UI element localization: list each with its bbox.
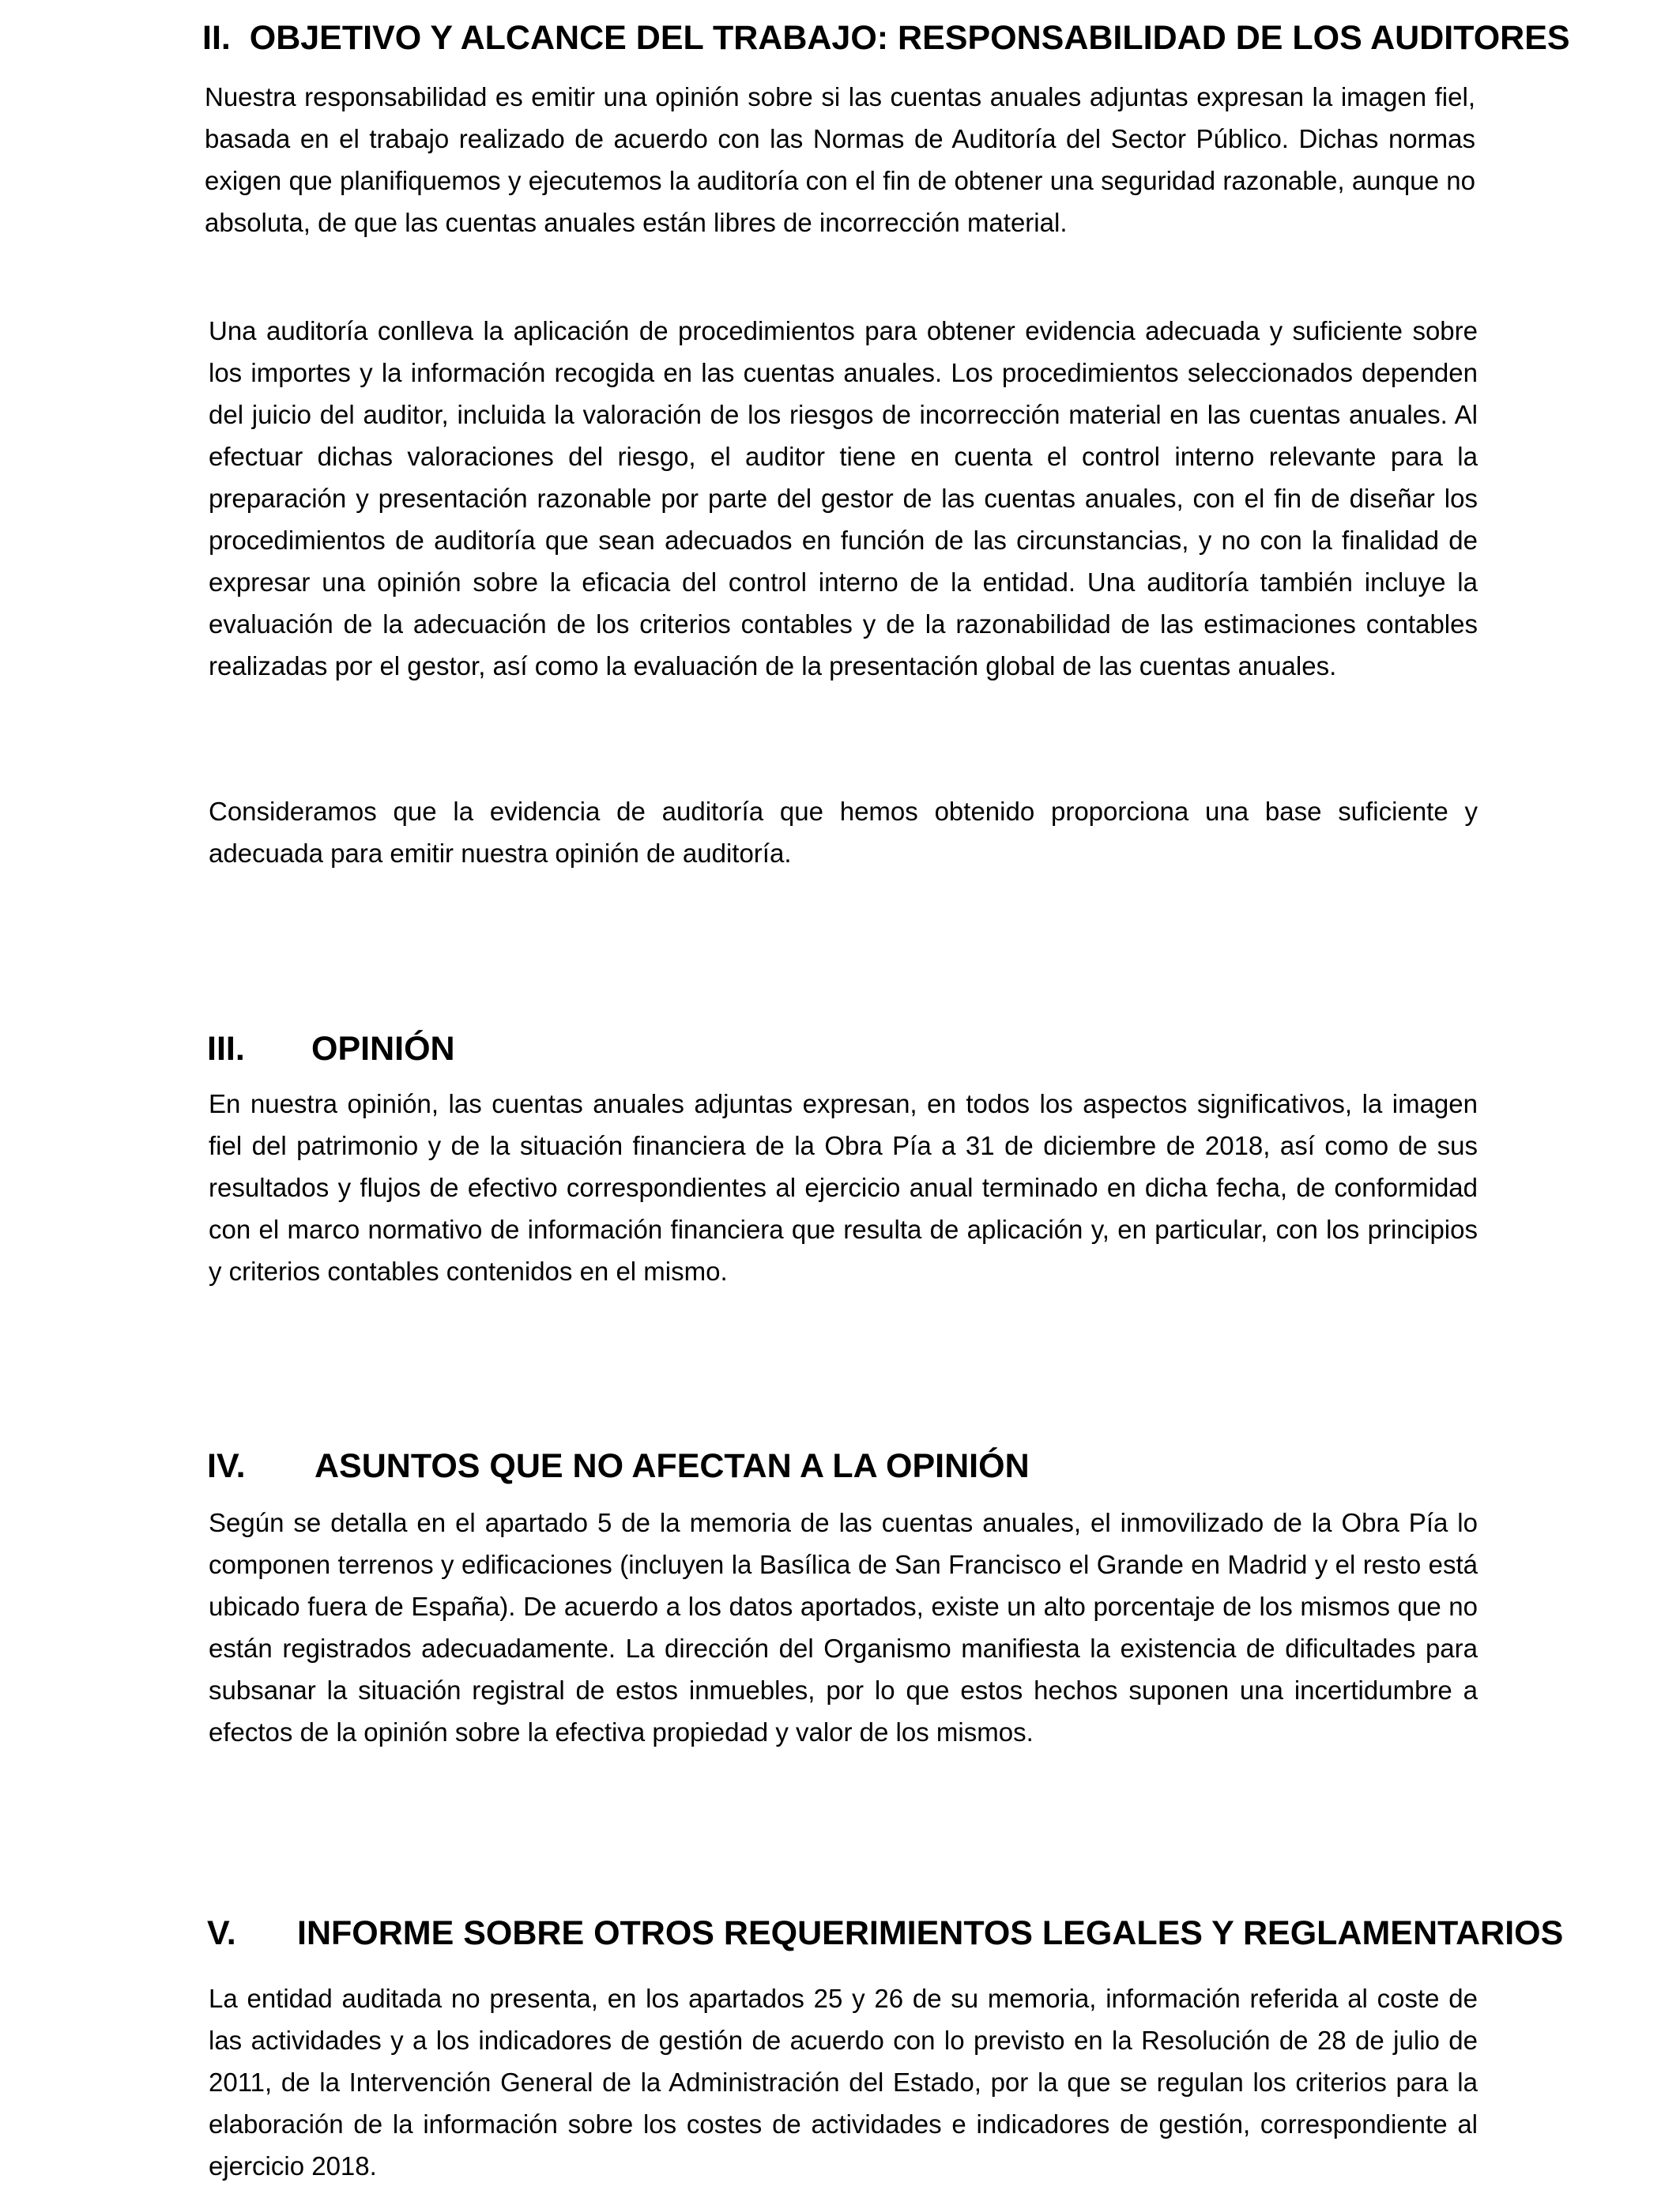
section-iii-number: III. — [207, 1030, 245, 1068]
section-iii-paragraph-1: En nuestra opinión, las cuentas anuales adjuntas expresan, en todos los aspectos significativos, la imagen fiel del patrimonio y de la situación financiera de la Obra Pía a 31 de diciembre de 2018, así como de sus resultados y flujos de efectivo correspondientes al ejercicio anual terminado en dicha fecha, de conformidad con el marco normativo de información financiera que resulta de aplicación y, en particular, con los principios y criterios contables contenidos en el mismo. — [209, 1089, 1478, 1286]
section-ii-paragraph-1: Nuestra responsabilidad es emitir una opinión sobre si las cuentas anuales adjuntas expresan la imagen fiel, basada en el trabajo realizado de acuerdo con las Normas de Auditoría del Sector Público. Dichas normas exigen que planifiquemos y ejecutemos la auditoría con el fin de obtener una seguridad razonable, aunque no absoluta, de que las cuentas anuales están libres de incorrección material. — [205, 82, 1475, 237]
section-ii-paragraph-2: Una auditoría conlleva la aplicación de procedimientos para obtener evidencia adecuada y suficiente sobre los importes y la información recogida en las cuentas anuales. Los procedimientos seleccionados dependen del juicio del auditor, incluida la valoración de los riesgos de incorrección material en las cuentas anuales. Al efectuar dichas valoraciones del riesgo, el auditor tiene en cuenta el control interno relevante para la preparación y presentación razonable por parte del gestor de las cuentas anuales, con el fin de diseñar los procedimientos de auditoría que sean adecuados en función de las circunstancias, y no con la finalidad de expresar una opinión sobre la eficacia del control interno de la entidad. Una auditoría también incluye la evaluación de la adecuación de los criterios contables y de la razonabilidad de las estimaciones contables realizadas por el gestor, así como la evaluación de la presentación global de las cuentas anuales. — [209, 316, 1478, 680]
section-iv-heading — [207, 1444, 1030, 1488]
section-iv-paragraph-1: Según se detalla en el apartado 5 de la memoria de las cuentas anuales, el inmovilizado de la Obra Pía lo componen terrenos y edificaciones (incluyen la Basílica de San Francisco el Grande en Madrid y el resto está ubicado fuera de España). De acuerdo a los datos aportados, existe un alto porcentaje de los mismos que no están registrados adecuadamente. La dirección del Organismo manifiesta la existencia de dificultades para subsanar la situación registral de estos inmuebles, por lo que estos hechos suponen una incertidumbre a efectos de la opinión sobre la efectiva propiedad y valor de los mismos. — [209, 1508, 1478, 1747]
section-v-heading — [207, 1911, 1563, 1955]
section-ii-heading — [202, 16, 1570, 60]
section-v-number: V. — [207, 1914, 236, 1952]
section-iii-heading — [207, 1027, 455, 1071]
section-v-title: INFORME SOBRE OTROS REQUERIMIENTOS LEGALES Y REGLAMENTARIOS — [297, 1914, 1564, 1952]
section-v-paragraph-1: La entidad auditada no presenta, en los apartados 25 y 26 de su memoria, información referida al coste de las actividades y a los indicadores de gestión de acuerdo con lo previsto en la Resolución de 28 de julio de 2011, de la Intervención General de la Administración del Estado, por la que se regulan los criterios para la elaboración de la información sobre los costes de actividades e indicadores de gestión, correspondiente al ejercicio 2018. — [209, 1984, 1478, 2181]
section-ii-title: OBJETIVO Y ALCANCE DEL TRABAJO: RESPONSABILIDAD DE LOS AUDITORES — [249, 19, 1570, 57]
section-ii-number: II. — [202, 19, 231, 57]
section-iv-title: ASUNTOS QUE NO AFECTAN A LA OPINIÓN — [315, 1447, 1030, 1485]
section-ii-paragraph-3: Consideramos que la evidencia de auditoría que hemos obtenido proporciona una base suficiente y adecuada para emitir nuestra opinión de auditoría. — [209, 797, 1478, 868]
section-iv-number: IV. — [207, 1447, 246, 1485]
section-iii-title: OPINIÓN — [311, 1030, 455, 1068]
